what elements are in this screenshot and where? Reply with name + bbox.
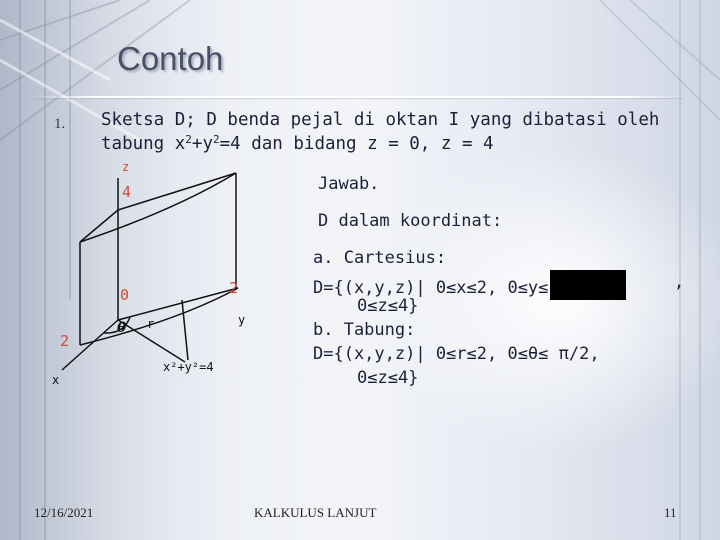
item-number: 1. — [54, 116, 66, 132]
superscript-1: 2 — [185, 133, 192, 146]
y-axis-label: y — [238, 313, 246, 327]
cylinder-sketch — [40, 150, 310, 400]
equation-label: x²+y²=4 — [163, 360, 214, 374]
coordinate-intro: D dalam koordinat: — [318, 211, 503, 231]
origin-label: 0 — [120, 286, 130, 304]
z-axis-label: z — [122, 160, 130, 174]
cartesius-z-range: 0≤z≤4} — [357, 296, 419, 316]
tabung-label: b. Tabung: — [313, 320, 416, 340]
cartesius-set-line — [313, 270, 713, 298]
x-tick-label: 2 — [60, 332, 70, 350]
problem-line-1: Sketsa D; D benda pejal di oktan I yang dibatasi oleh — [101, 110, 660, 130]
tabung-z-range: 0≤z≤4} — [357, 368, 419, 388]
title-divider — [34, 96, 684, 98]
problem-line-2-a: tabung x — [101, 134, 186, 154]
answer-block — [313, 246, 713, 390]
x-axis-label: x — [52, 373, 60, 387]
page-number: 11 — [664, 505, 677, 520]
problem-line-2-b: +y — [191, 134, 213, 154]
footer-date: 12/16/2021 — [34, 505, 94, 520]
footer-course: KALKULUS LANJUT — [254, 505, 377, 520]
slide-title: Contoh — [117, 40, 224, 77]
radius-label: r — [147, 317, 155, 331]
y-tick-label: 2 — [229, 279, 239, 297]
equation-leader — [182, 300, 188, 360]
problem-line-2-c: =4 dan bidang z = 0, z = 4 — [219, 134, 494, 154]
z-height-label: 4 — [122, 183, 132, 201]
cartesius-trailing-comma: , — [674, 272, 685, 292]
cartesius-set: D={(x,y,z)| 0≤x≤2, 0≤y≤ — [313, 278, 549, 298]
x-axis-line — [62, 320, 118, 370]
top-edge-x — [80, 210, 118, 242]
tabung-set: D={(x,y,z)| 0≤r≤2, 0≤θ≤ π/2, — [313, 344, 600, 364]
superscript-2: 2 — [213, 133, 220, 146]
answer-heading: Jawab. — [318, 174, 380, 194]
theta-label: θ — [117, 320, 127, 336]
problem-statement — [101, 108, 701, 156]
top-arc — [80, 173, 236, 242]
cartesius-label: a. Cartesius: — [313, 248, 447, 268]
bottom-arc — [80, 288, 238, 345]
